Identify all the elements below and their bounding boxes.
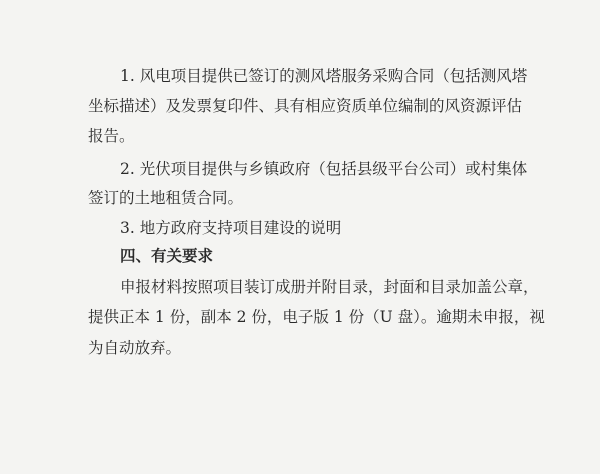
item-3-line-1: 3. 地方政府支持项目建设的说明 — [120, 219, 342, 237]
requirements-line-2: 提供正本 1 份，副本 2 份，电子版 1 份（U 盘）。逾期未申报，视 — [88, 308, 545, 326]
requirements-line-3: 为自动放弃。 — [88, 339, 182, 357]
item-1-line-2: 坐标描述）及发票复印件、具有相应资质单位编制的风资源评估 — [88, 97, 523, 115]
section-heading: 四、有关要求 — [120, 247, 214, 265]
requirements-line-1: 申报材料按照项目装订成册并附目录，封面和目录加盖公章， — [120, 278, 539, 296]
item-1-line-1: 1. 风电项目提供已签订的测风塔服务采购合同（包括测风塔 — [120, 67, 528, 85]
item-2-line-1: 2. 光伏项目提供与乡镇政府（包括县级平台公司）或村集体 — [120, 160, 528, 178]
item-2-line-2: 签订的土地租赁合同。 — [88, 189, 244, 207]
item-1-line-3: 报告。 — [88, 127, 135, 145]
